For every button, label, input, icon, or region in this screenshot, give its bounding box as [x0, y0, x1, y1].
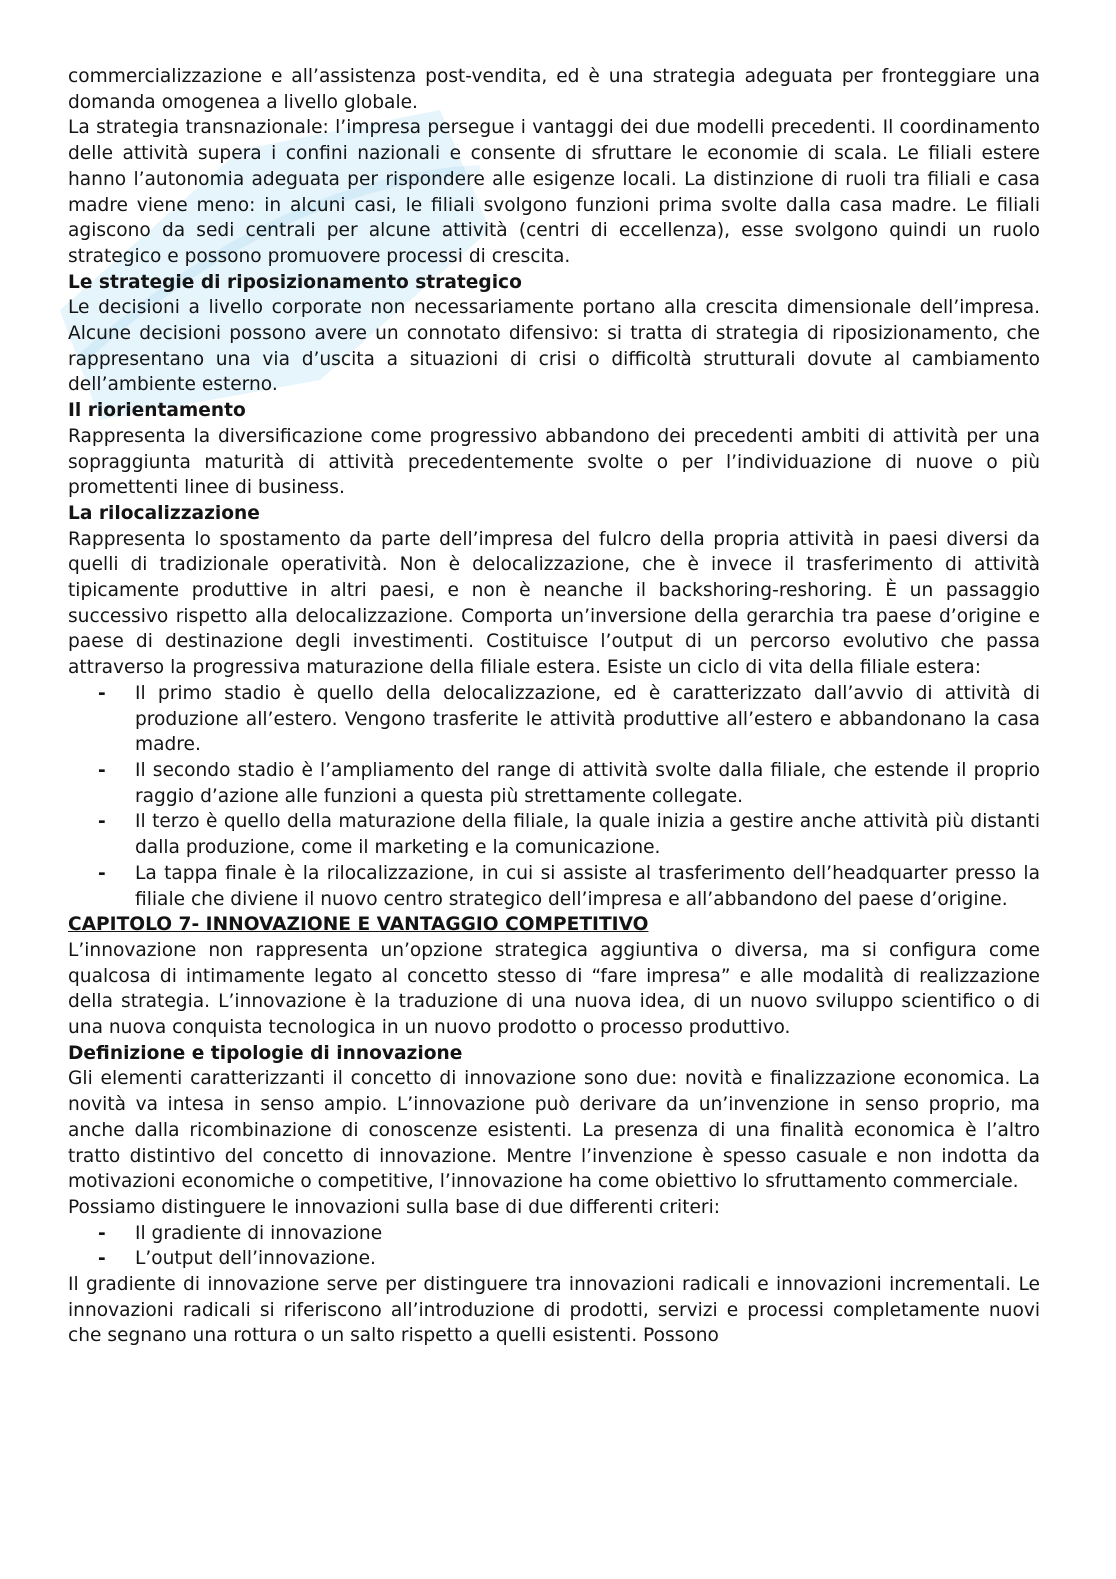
- list-item-text: L’output dell’innovazione.: [135, 1248, 376, 1270]
- paragraph-riposizionamento: Le decisioni a livello corporate non necessariamente portano alla crescita dimensionale dell’impresa. Alcune decisioni possono avere un connotato difensivo: si tratta di strategia di riposizionamento, che rappresentano una via d’uscita a situazioni di crisi o difficoltà strutturali dovute al cambiamento dell’ambiente esterno.: [68, 297, 1040, 396]
- paragraph-definizione: Gli elementi caratterizzanti il concetto di innovazione sono due: novità e finalizzazione economica. La novità va intesa in senso ampio. L’innovazione può derivare da un’invenzione in senso proprio, ma anche dalla ricombinazione di conoscenze esistenti. La presenza di una finalità economica è l’altro tratto distintivo del concetto di innovazione. Mentre l’invenzione è spesso casuale e non indotta da motivazioni economiche o competitive, l’innovazione ha come obiettivo lo sfruttamento commerciale.: [68, 1068, 1040, 1193]
- list-item: [68, 861, 1040, 912]
- dash-bullet: -: [98, 1248, 106, 1270]
- paragraph-gradiente: Il gradiente di innovazione serve per distinguere tra innovazioni radicali e innovazioni incrementali. Le innovazioni radicali si riferiscono all’introduzione di prodotti, servizi e processi completamente nuovi che segnano una rottura o un salto rispetto a quelli esistenti. Possono: [68, 1274, 1040, 1347]
- paragraph-strategia-transnazionale: La strategia transnazionale: l’impresa persegue i vantaggi dei due modelli precedenti. Il coordinamento delle attività supera i confini nazionali e consente di sfruttare le economie di scala. Le filiali estere hanno l’autonomia adeguata per rispondere alle esigenze locali. La distinzione di ruoli tra filiali e casa madre viene meno: in alcuni casi, le filiali svolgono funzioni prima svolte dalla casa madre. Le filiali agiscono da sedi centrali per alcune attività (centri di eccellenza), esse svolgono quindi un ruolo strategico e possono promuovere processi di crescita.: [68, 117, 1040, 267]
- list-criteri: [68, 1221, 1040, 1272]
- heading-definizione: Definizione e tipologie di innovazione: [68, 1042, 463, 1064]
- heading-riorientamento: Il riorientamento: [68, 400, 246, 422]
- paragraph-riorientamento: Rappresenta la diversificazione come progressivo abbandono dei precedenti ambiti di attività per una sopraggiunta maturità di attività precedentemente svolte o per l’individuazione di nuove o più promettenti linee di business.: [68, 425, 1040, 499]
- list-item-text: Il gradiente di innovazione: [135, 1222, 383, 1244]
- heading-riposizionamento: Le strategie di riposizionamento strategico: [68, 271, 522, 293]
- list-item-text: La tappa finale è la rilocalizzazione, in cui si assiste al trasferimento dell’headquarter presso la filiale che diviene il nuovo centro strategico dell’impresa e all’abbandono del paese d’origine.: [135, 862, 1040, 910]
- paragraph-rilocalizzazione: Rappresenta lo spostamento da parte dell’impresa del fulcro della propria attività in paesi diversi da quelli di tradizionale operatività. Non è delocalizzazione, che è invece il trasferimento di attività tipicamente produttive in altri paesi, e non è neanche il backshoring-reshoring. È un passaggio successivo rispetto alla delocalizzazione. Comporta un’inversione della gerarchia tra paese d’origine e paese di destinazione degli investimenti. Costituisce l’output di un percorso evolutivo che passa attraverso la progressiva maturazione della filiale estera. Esiste un ciclo di vita della filiale estera:: [68, 528, 1040, 679]
- paragraph-innovazione: L’innovazione non rappresenta un’opzione strategica aggiuntiva o diversa, ma si configura come qualcosa di intimamente legato al concetto stesso di “fare impresa” e alle modalità di realizzazione della strategia. L’innovazione è la traduzione di una nuova idea, di un nuovo sviluppo scientifico o di una nuova conquista tecnologica in un nuovo prodotto o processo produttivo.: [68, 939, 1040, 1039]
- list-item: [68, 809, 1040, 860]
- list-item-text: Il primo stadio è quello della delocalizzazione, ed è caratterizzato dall’avvio di attività di produzione all’estero. Vengono trasferite le attività produttive all’estero e abbandonano la casa madre.: [135, 682, 1040, 756]
- list-item: [68, 1246, 1040, 1272]
- document-page: [68, 64, 1040, 1349]
- list-item: [68, 758, 1040, 809]
- dash-bullet: -: [98, 759, 106, 781]
- dash-bullet: -: [98, 811, 106, 833]
- list-item: [68, 681, 1040, 758]
- list-item-text: Il terzo è quello della maturazione della filiale, la quale inizia a gestire anche attività più distanti dalla produzione, come il marketing e la comunicazione.: [135, 811, 1040, 859]
- dash-bullet: -: [98, 682, 106, 704]
- list-item-text: Il secondo stadio è l’ampliamento del range di attività svolte dalla filiale, che estende il proprio raggio d’azione alle funzioni a questa più strettamente collegate.: [135, 759, 1040, 807]
- paragraph-criteri: Possiamo distinguere le innovazioni sulla base di due differenti criteri:: [68, 1196, 720, 1218]
- heading-rilocalizzazione: La rilocalizzazione: [68, 502, 260, 524]
- list-ciclo-vita-filiale: [68, 681, 1040, 912]
- dash-bullet: -: [98, 862, 106, 884]
- chapter-title: CAPITOLO 7- INNOVAZIONE E VANTAGGIO COMPETITIVO: [68, 914, 649, 936]
- list-item: [68, 1221, 1040, 1247]
- paragraph-intro: commercializzazione e all’assistenza post-vendita, ed è una strategia adeguata per fronteggiare una domanda omogenea a livello globale.: [68, 66, 1040, 113]
- dash-bullet: -: [98, 1222, 106, 1244]
